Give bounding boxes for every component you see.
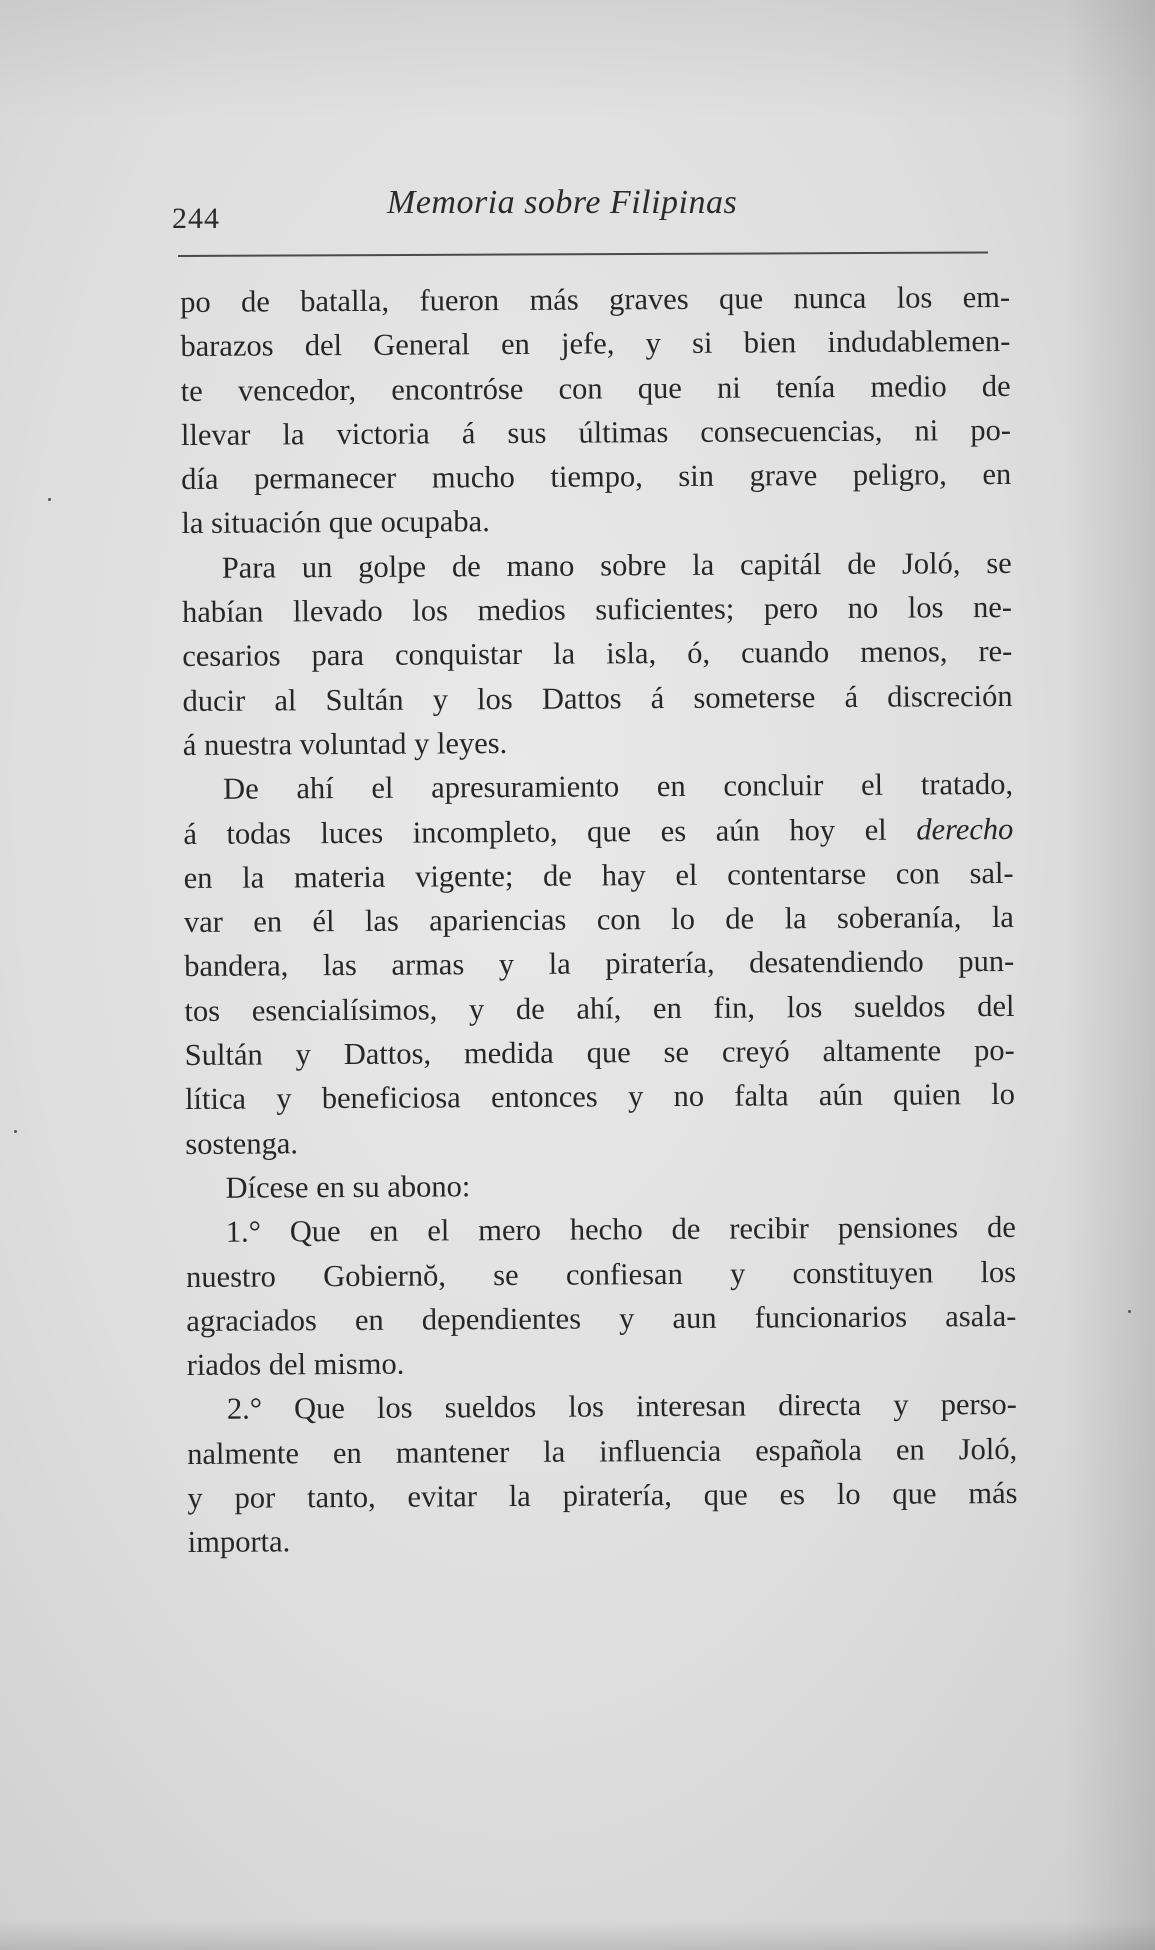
text-segment: á todas luces incompleto, que es aún hoy el	[183, 812, 917, 851]
paragraph	[186, 1205, 1017, 1387]
text-line: la situación que ocupaba.	[181, 504, 490, 541]
text-line: y por tanto, evitar la piratería, que es lo que más	[187, 1475, 1018, 1515]
paragraph	[187, 1382, 1018, 1564]
page-shading-right	[1065, 0, 1155, 1950]
header-rule	[178, 251, 988, 257]
paragraph	[180, 275, 1012, 546]
paragraph	[182, 541, 1013, 768]
italic-term: derecho	[916, 811, 1014, 847]
text-line: De ahí el apresuramiento en concluir el tratado,	[223, 767, 1014, 807]
text-line	[183, 806, 1013, 855]
text-line: nalmente en mantener la influencia española en Joló,	[187, 1431, 1018, 1471]
text-line: Para un golpe de mano sobre la capitál de Joló, se	[221, 545, 1012, 585]
text-line: en la materia vigente; de hay el contentarse con sal-	[183, 855, 1014, 895]
text-line: po de batalla, fueron más graves que nunca los em-	[180, 279, 1011, 319]
page-shading-top	[0, 0, 1155, 120]
paper-speck	[1128, 1310, 1131, 1313]
text-line: á nuestra voluntad y leyes.	[182, 725, 508, 762]
paper-speck	[48, 498, 51, 501]
text-line: llevar la victoria á sus últimas consecuencias, ni po-	[180, 412, 1012, 452]
text-line: habían llevado los medios suficientes; pero no los ne-	[181, 590, 1013, 630]
paragraph	[185, 1161, 1015, 1210]
page-header	[172, 184, 992, 234]
text-line: 2.° Que los sueldos los interesan directa y perso-	[226, 1387, 1017, 1427]
body-text	[180, 275, 1018, 1565]
text-line: var en él las apariencias con lo de la soberanía, la	[183, 900, 1015, 940]
text-line: Dícese en su abono:	[225, 1169, 471, 1205]
text-line: te vencedor, encontróse con que ni tenía medio de	[180, 368, 1011, 408]
page-bottom-edge	[0, 1920, 1155, 1950]
text-line: bandera, las armas y la piratería, desatendiendo pun-	[184, 944, 1015, 984]
text-line: cesarios para conquistar la isla, ó, cuando menos, re-	[182, 634, 1013, 674]
text-line: riados del mismo.	[186, 1346, 405, 1383]
text-line: ducir al Sultán y los Dattos á someterse á discreción	[182, 678, 1013, 718]
running-title: Memoria sobre Filipinas	[387, 184, 738, 221]
text-line: Sultán y Dattos, medida que se creyó altamente po-	[184, 1032, 1015, 1073]
text-line: 1.° Que en el mero hecho de recibir pensiones de	[225, 1210, 1016, 1249]
text-line: agraciados en dependientes y aun funcionarios asala-	[186, 1298, 1017, 1338]
text-line: barazos del General en jefe, y si bien indudablemen-	[180, 324, 1011, 364]
text-line: importa.	[187, 1524, 291, 1560]
paragraph	[183, 762, 1015, 1166]
text-line: lítica y beneficiosa entonces y no falta aún quien lo	[184, 1077, 1016, 1117]
page-number: 244	[172, 202, 220, 235]
text-line: sostenga.	[185, 1125, 299, 1161]
text-line: nuestro Gobiernŏ, se confiesan y constituyen los	[185, 1254, 1017, 1294]
paper-speck	[14, 1130, 17, 1133]
text-line: tos esencialísimos, y de ahí, en fin, los sueldos del	[184, 988, 1015, 1028]
text-line: día permanecer mucho tiempo, sin grave peligro, en	[181, 457, 1012, 497]
